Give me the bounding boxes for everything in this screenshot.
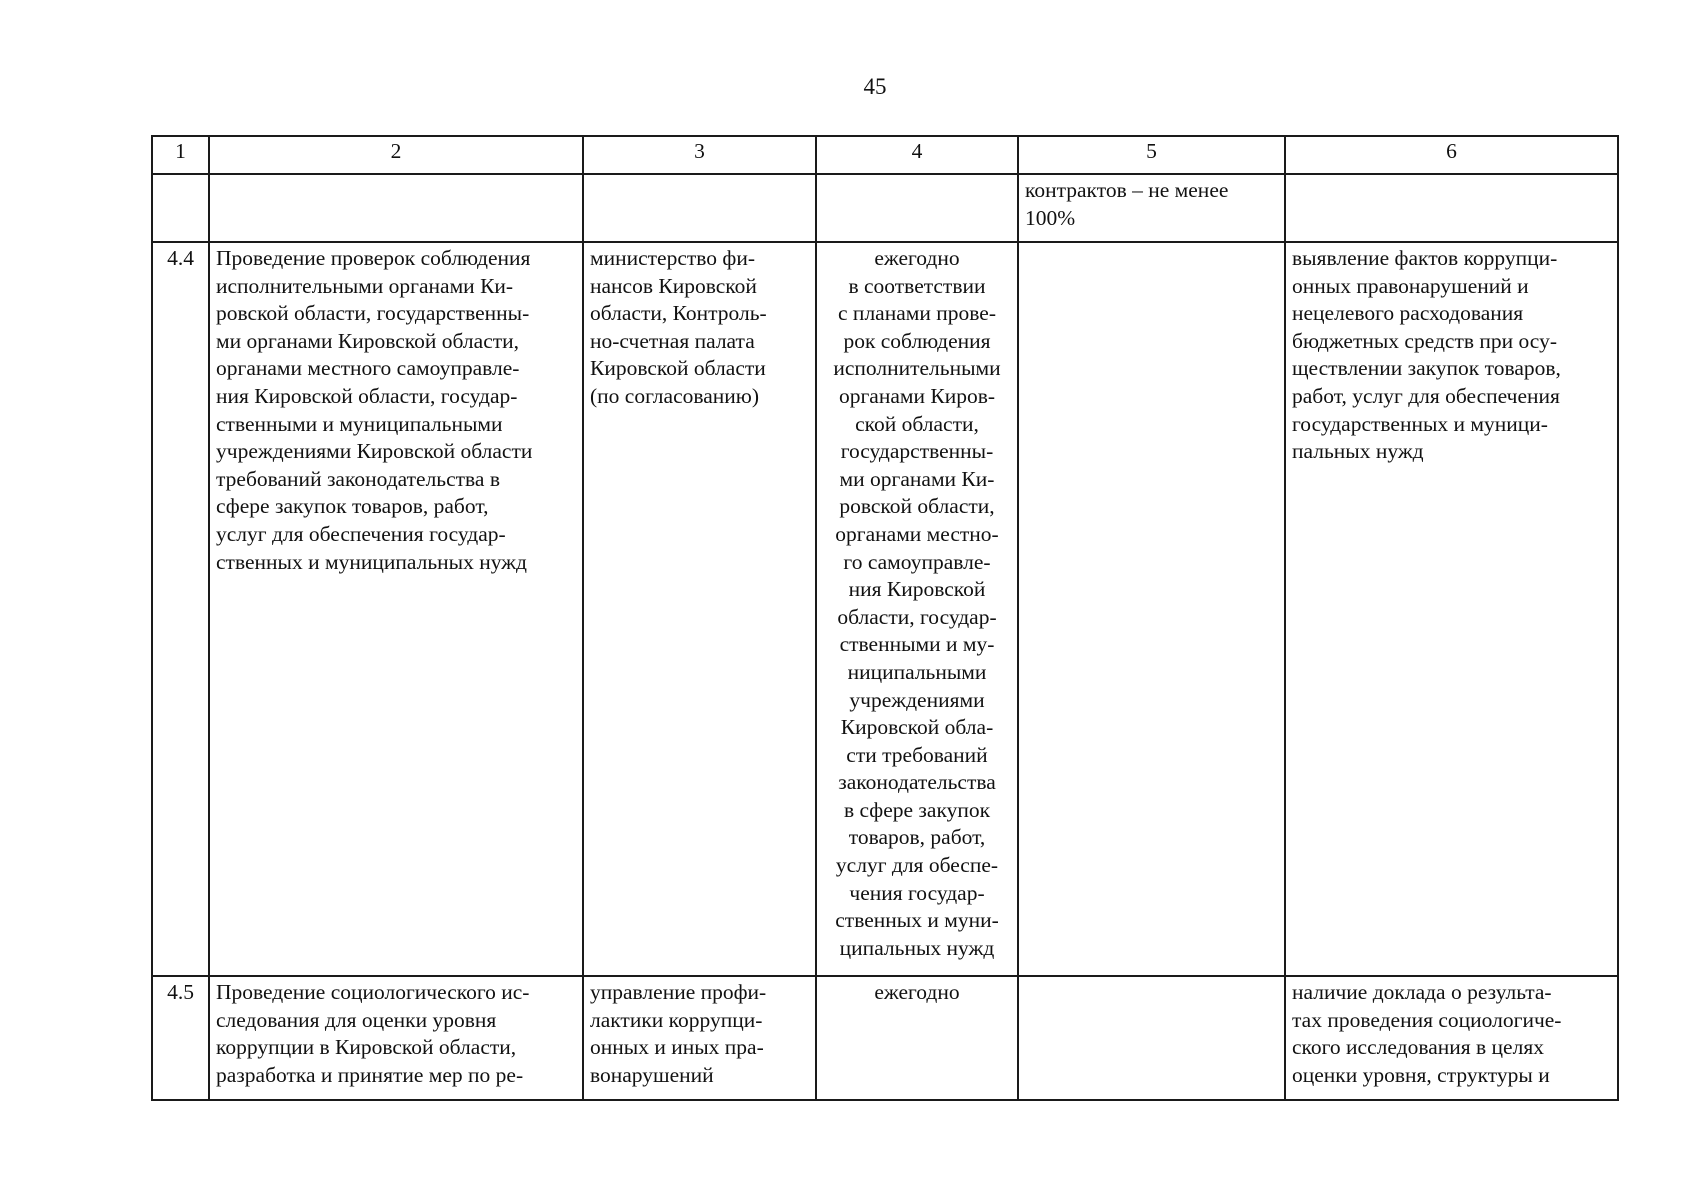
cell-text-line: нецелевого расходования bbox=[1292, 301, 1524, 326]
cell-text-line: ского исследования в целях bbox=[1292, 1035, 1544, 1060]
cell-text-line: ниципальными bbox=[847, 659, 987, 684]
result-cell bbox=[1285, 976, 1618, 1100]
cell-text-line: ния Кировской области, государ- bbox=[216, 383, 518, 408]
column-number: 1 bbox=[152, 136, 209, 174]
measure-cell bbox=[209, 976, 583, 1100]
deadline-cell bbox=[816, 976, 1018, 1100]
measures-table bbox=[151, 135, 1619, 1101]
cell-text-line: органами Киров- bbox=[838, 383, 996, 408]
column-number: 6 bbox=[1285, 136, 1618, 174]
cell-text-line: органами местного самоуправле- bbox=[216, 356, 520, 381]
cell-text-line: в соответствии bbox=[848, 273, 986, 298]
cell-text-line: товаров, работ, bbox=[848, 825, 986, 850]
cell-text-line: лактики коррупци- bbox=[590, 1007, 763, 1032]
cell-text-line: требований законодательства в bbox=[216, 466, 500, 491]
cell-text-line: ществлении закупок товаров, bbox=[1292, 356, 1561, 381]
cell-text-line: ровской области, bbox=[839, 494, 995, 519]
cell-text-line: ежегодно bbox=[874, 980, 960, 1004]
cell-text-line: ципальных нужд bbox=[839, 935, 995, 960]
cell-text-line: ственных и муни- bbox=[835, 908, 999, 933]
indicator-cell bbox=[1018, 976, 1285, 1100]
cell-text-line: услуг для обеспе- bbox=[835, 853, 999, 878]
cell-text-line: контрактов – не менее bbox=[1025, 178, 1229, 202]
result-cell bbox=[1285, 242, 1618, 976]
cell-text-line: разработка и принятие мер по ре- bbox=[216, 1062, 524, 1087]
cell-text-line: следования для оценки уровня bbox=[216, 1007, 497, 1032]
cell-text-line: Проведение социологического ис- bbox=[216, 980, 530, 1004]
row-number-cell bbox=[152, 174, 209, 242]
indicator-cell bbox=[1018, 242, 1285, 976]
cell-text-line: наличие доклада о результа- bbox=[1292, 980, 1552, 1004]
cell-text-line: ежегодно bbox=[874, 246, 960, 270]
cell-text-line: с планами прове- bbox=[838, 301, 996, 326]
table-row bbox=[152, 174, 1618, 242]
cell-text-line: Кировской обла- bbox=[840, 715, 994, 740]
cell-text-line: сфере закупок товаров, работ, bbox=[216, 494, 489, 519]
cell-text-line: органами местно- bbox=[835, 521, 999, 546]
cell-text-line: (по согласованию) bbox=[590, 383, 760, 408]
cell-text-line: го самоуправле- bbox=[843, 549, 991, 574]
cell-text-line: области, Контроль- bbox=[590, 301, 767, 326]
cell-text-line: министерство фи- bbox=[590, 246, 756, 270]
table-row bbox=[152, 976, 1618, 1100]
column-number: 3 bbox=[583, 136, 816, 174]
responsible-cell bbox=[583, 242, 816, 976]
page-number: 45 bbox=[863, 74, 887, 99]
cell-text-line: рок соблюдения bbox=[843, 328, 991, 353]
cell-text-line: области, государ- bbox=[837, 604, 997, 629]
cell-text-line: учреждениями bbox=[849, 687, 985, 712]
cell-text-line: ния Кировской bbox=[848, 577, 986, 602]
cell-text-line: Проведение проверок соблюдения bbox=[216, 246, 531, 270]
cell-text-line: чения государ- bbox=[849, 880, 985, 905]
deadline-cell bbox=[816, 174, 1018, 242]
cell-text-line: Кировской области bbox=[590, 356, 766, 381]
cell-text-line: нансов Кировской bbox=[590, 273, 757, 298]
cell-text-line: тах проведения социологиче- bbox=[1292, 1007, 1562, 1032]
cell-text-line: государственны- bbox=[840, 439, 994, 464]
column-number: 5 bbox=[1018, 136, 1285, 174]
cell-text-line: ственными и муниципальными bbox=[216, 411, 503, 436]
row-number-cell: 4.4 bbox=[152, 242, 209, 976]
deadline-cell bbox=[816, 242, 1018, 976]
cell-text-line: сти требований bbox=[846, 742, 988, 767]
responsible-cell bbox=[583, 174, 816, 242]
cell-text-line: онных и иных пра- bbox=[590, 1035, 764, 1060]
column-number: 4 bbox=[816, 136, 1018, 174]
cell-text-line: бюджетных средств при осу- bbox=[1292, 328, 1557, 353]
cell-text-line: учреждениями Кировской области bbox=[216, 439, 533, 464]
cell-text-line: управление профи- bbox=[590, 980, 767, 1004]
cell-text-line: ровской области, государственны- bbox=[216, 301, 530, 326]
column-numbers-row bbox=[152, 136, 1618, 174]
responsible-cell bbox=[583, 976, 816, 1100]
cell-text-line: оценки уровня, структуры и bbox=[1292, 1062, 1550, 1087]
cell-text-line: пальных нужд bbox=[1292, 439, 1424, 464]
cell-text-line: работ, услуг для обеспечения bbox=[1292, 383, 1560, 408]
cell-text-line: ской области, bbox=[855, 411, 979, 436]
indicator-cell bbox=[1018, 174, 1285, 242]
result-cell bbox=[1285, 174, 1618, 242]
cell-text-line: исполнительными органами Ки- bbox=[216, 273, 514, 298]
cell-text-line: 100% bbox=[1025, 205, 1076, 230]
cell-text-line: ственными и му- bbox=[839, 632, 995, 657]
cell-text-line: ми органами Кировской области, bbox=[216, 328, 520, 353]
cell-text-line: но-счетная палата bbox=[590, 328, 755, 353]
column-number: 2 bbox=[209, 136, 583, 174]
row-number-cell: 4.5 bbox=[152, 976, 209, 1100]
cell-text-line: в сфере закупок bbox=[843, 797, 991, 822]
cell-text-line: онных правонарушений и bbox=[1292, 273, 1529, 298]
cell-text-line: ми органами Ки- bbox=[839, 466, 995, 491]
cell-text-line: государственных и муници- bbox=[1292, 411, 1548, 436]
cell-text-line: коррупции в Кировской области, bbox=[216, 1035, 517, 1060]
cell-text-line: ственных и муниципальных нужд bbox=[216, 549, 527, 574]
cell-text-line: законодательства bbox=[838, 770, 996, 795]
cell-text-line: услуг для обеспечения государ- bbox=[216, 521, 506, 546]
cell-text-line: выявление фактов коррупци- bbox=[1292, 246, 1558, 270]
cell-text-line: вонарушений bbox=[590, 1062, 714, 1087]
table-row bbox=[152, 242, 1618, 976]
measure-cell bbox=[209, 174, 583, 242]
measure-cell bbox=[209, 242, 583, 976]
cell-text-line: исполнительными bbox=[833, 356, 1001, 381]
